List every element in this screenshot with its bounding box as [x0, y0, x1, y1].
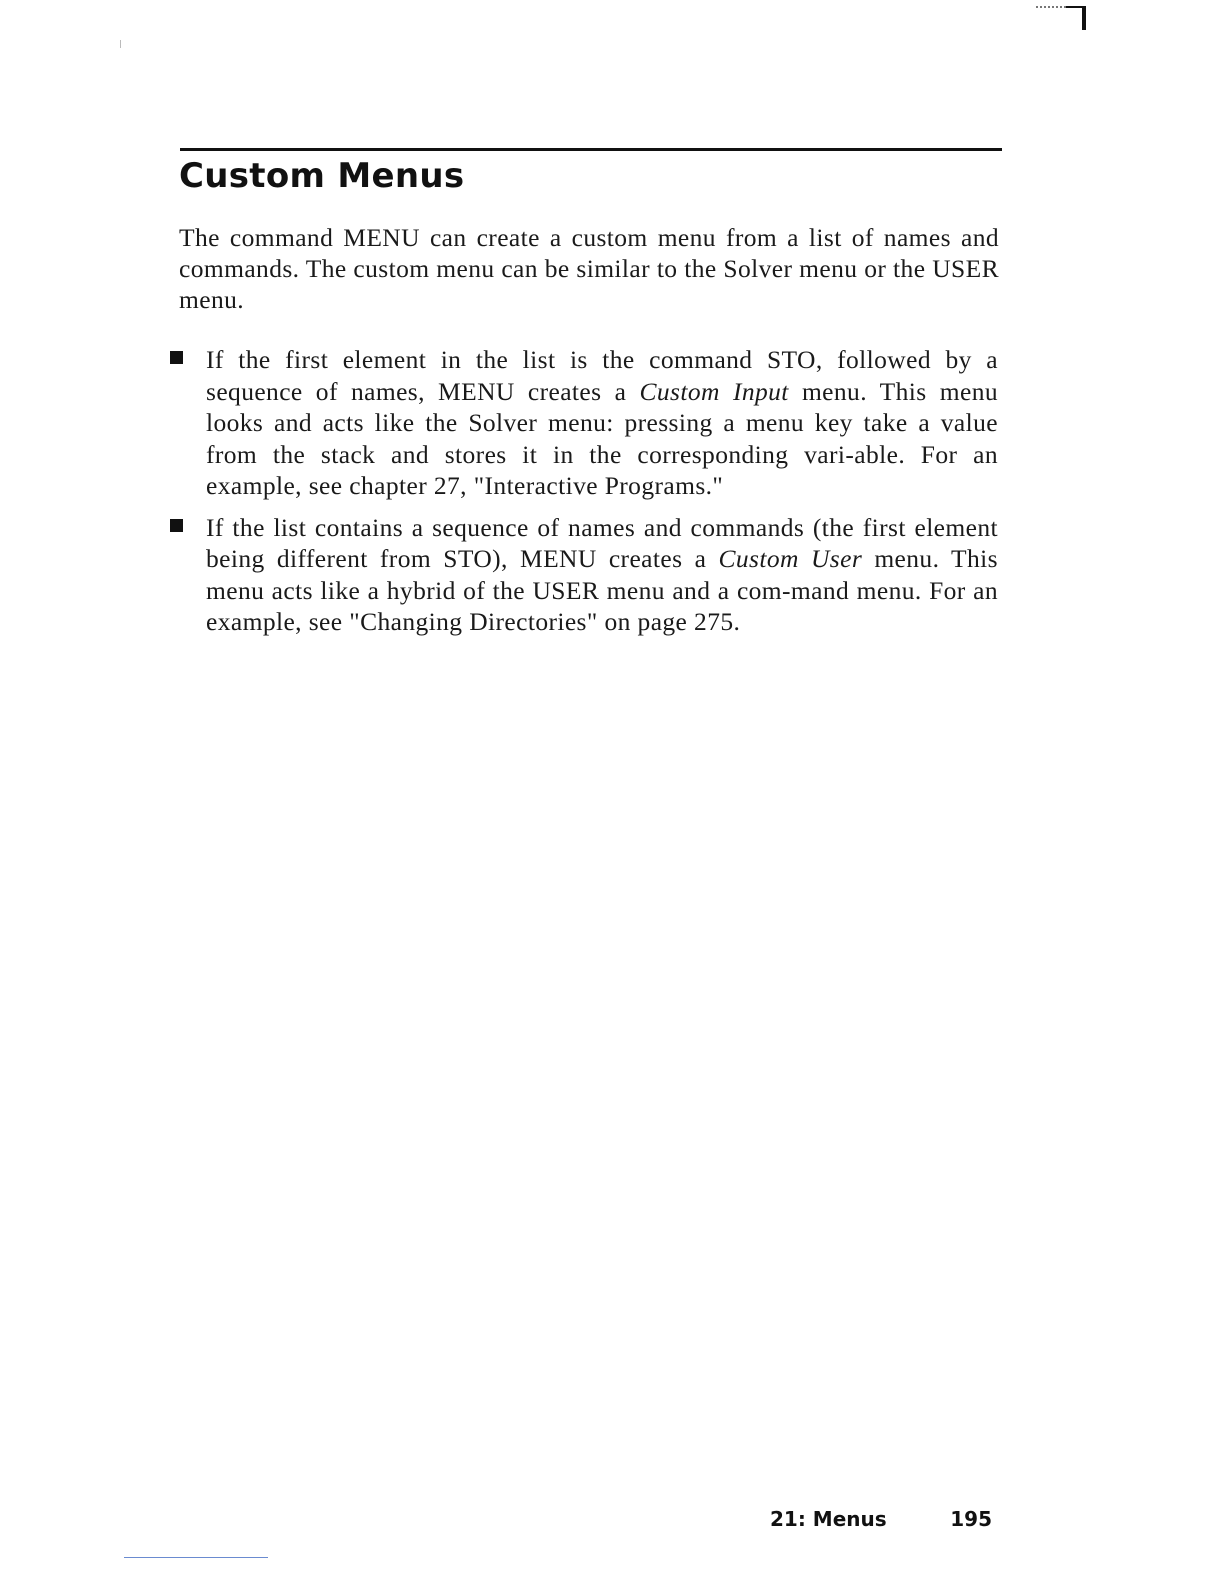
page-number: 195 [950, 1507, 992, 1531]
bullet-list [170, 344, 998, 648]
bullet-item-custom-input [170, 344, 998, 502]
bullet-text-before: If the first element in the list is the command STO, followed by a sequence of names, MENU creates a [206, 345, 998, 406]
bullet-text-italic: Custom User [718, 544, 863, 573]
footer-chapter: 21: Menus [770, 1507, 887, 1531]
bullet-item-custom-user [170, 512, 998, 638]
scan-speck [120, 40, 121, 48]
bullet-text-after: menu. This menu acts like a hybrid of the USER menu and a com-mand menu. For an example, see "Changing Directories" on page 275. [206, 544, 998, 636]
bottom-edge-line [124, 1557, 268, 1558]
intro-paragraph: The command MENU can create a custom menu from a list of names and commands. The custom menu can be similar to the Solver menu or the USER menu. [179, 223, 999, 314]
bullet-text-after: menu. This menu looks and acts like the Solver menu: pressing a menu key take a value from the stack and stores it in the corresponding vari-able. For an example, see chapter 27, "Interactive Programs." [206, 376, 998, 500]
heading-rule [180, 148, 1002, 151]
bullet-square-icon [170, 519, 183, 532]
bullet-text-before: If the list contains a sequence of names and commands (the first element being different from STO), MENU creates a [206, 512, 998, 573]
crop-mark-bar [1082, 6, 1086, 30]
section-title: Custom Menus [179, 156, 465, 196]
bullet-square-icon [170, 351, 183, 364]
bullet-text-italic: Custom Input [639, 376, 789, 406]
crop-mark [1036, 6, 1088, 30]
